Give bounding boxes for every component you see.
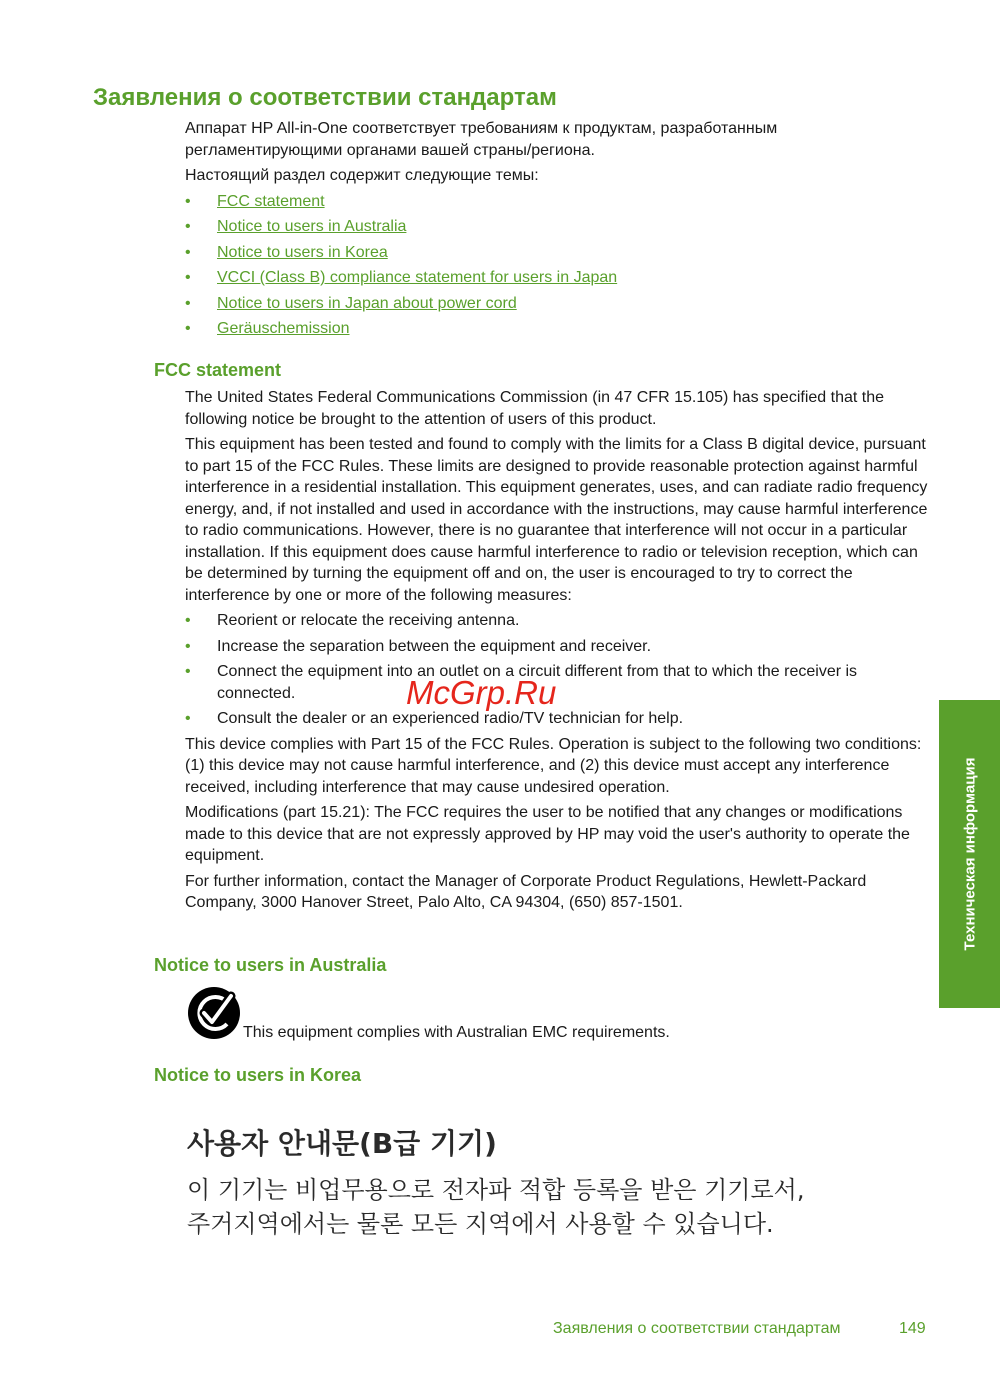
topic-link-vcci-japan[interactable]: VCCI (Class B) compliance statement for users in Japan — [217, 269, 618, 286]
list-item — [185, 191, 930, 213]
fcc-paragraph-3: This device complies with Part 15 of the FCC Rules. Operation is subject to the following two conditions: (1) this device may not cause harmful interference, and (2) this device must accept any interference received, including interference that may cause undesired operation. — [185, 735, 922, 796]
korea-heading: Notice to users in Korea — [154, 1065, 362, 1085]
list-item — [185, 242, 930, 264]
fcc-paragraph-1: The United States Federal Communications Commission (in 47 CFR 15.105) has specified that the following notice be brought to the attention of users of this product. — [185, 389, 884, 428]
side-section-tab — [939, 700, 1000, 1008]
bullet: • — [185, 320, 191, 337]
bullet: • — [185, 218, 191, 235]
topic-link-australia[interactable]: Notice to users in Australia — [217, 218, 407, 235]
list-item — [185, 610, 930, 632]
korea-notice-line-2: 주거지역에서는 물론 모든 지역에서 사용할 수 있습니다. — [187, 1210, 774, 1238]
list-item — [185, 636, 930, 658]
korea-notice-line-1: 이 기기는 비업무용으로 전자파 적합 등록을 받은 기기로서, — [187, 1176, 805, 1204]
side-tab-label: Техническая информация — [961, 757, 978, 951]
fcc-measures-list — [185, 610, 930, 730]
korea-notice-title: 사용자 안내문(B급 기기) — [187, 1127, 497, 1160]
measure-text: Reorient or relocate the receiving antenna. — [217, 612, 520, 629]
topics-list — [185, 191, 930, 340]
footer-page-number: 149 — [899, 1320, 926, 1337]
topic-link-korea[interactable]: Notice to users in Korea — [217, 243, 388, 261]
measure-text: Connect the equipment into an outlet on a circuit different from that to which the receiver is connected. — [217, 663, 858, 702]
topic-link-gerauschemission[interactable]: Geräuschemission — [217, 320, 350, 337]
topic-link-japan-power-cord[interactable]: Notice to users in Japan about power cord — [217, 294, 517, 312]
page-title: Заявления о соответствии стандартам — [93, 84, 557, 111]
intro-section — [185, 118, 930, 344]
bullet: • — [185, 269, 191, 286]
bullet: • — [185, 710, 191, 727]
australia-heading: Notice to users in Australia — [154, 955, 387, 975]
list-item — [185, 661, 930, 704]
bullet: • — [185, 637, 191, 655]
fcc-heading: FCC statement — [154, 360, 282, 380]
measure-text: Increase the separation between the equipment and receiver. — [217, 637, 652, 655]
footer-section-title: Заявления о соответствии стандартам — [553, 1320, 841, 1337]
c-tick-mark-icon — [187, 986, 241, 1040]
list-item — [185, 708, 930, 730]
topic-link-fcc[interactable]: FCC statement — [217, 192, 325, 210]
bullet: • — [185, 612, 191, 629]
fcc-paragraph-4: Modifications (part 15.21): The FCC requires the user to be notified that any changes or modifications made to this device that are not expressly approved by HP may void the user's authority to operate the equipment. — [185, 804, 910, 864]
fcc-section — [185, 387, 930, 918]
list-item — [185, 216, 930, 238]
bullet: • — [185, 192, 191, 210]
watermark: McGrp.Ru — [406, 674, 557, 711]
list-item — [185, 318, 930, 340]
intro-topics-lead: Настоящий раздел содержит следующие темы: — [185, 167, 539, 184]
bullet: • — [185, 243, 191, 261]
bullet: • — [185, 663, 191, 680]
list-item — [185, 293, 930, 315]
list-item — [185, 267, 930, 289]
measure-text: Consult the dealer or an experienced radio/TV technician for help. — [217, 710, 684, 727]
australia-text: This equipment complies with Australian EMC requirements. — [243, 1024, 670, 1041]
fcc-paragraph-2: This equipment has been tested and found to comply with the limits for a Class B digital device, pursuant to part 15 of the FCC Rules. These limits are designed to provide reasonable protection against harmful interference in a residential installation. This equipment generates, uses, and can radiate radio frequency energy, and, if not installed and used in accordance with the instructions, may cause harmful interference to radio communications. However, there is no guarantee that interference will not occur in a particular installation. If this equipment does cause harmful interference to radio or television reception, which can be determined by turning the equipment off and on, the user is encouraged to try to correct the interference by one or more of the following measures: — [185, 436, 928, 604]
bullet: • — [185, 294, 191, 312]
fcc-paragraph-5: For further information, contact the Manager of Corporate Product Regulations, Hewlett-Packard Company, 3000 Hanover Street, Palo Alto, CA 94304, (650) 857-1501. — [185, 872, 867, 911]
intro-paragraph: Аппарат HP All-in-One соответствует требованиям к продуктам, разработанным регламентирующими органами вашей страны/региона. — [185, 120, 778, 159]
